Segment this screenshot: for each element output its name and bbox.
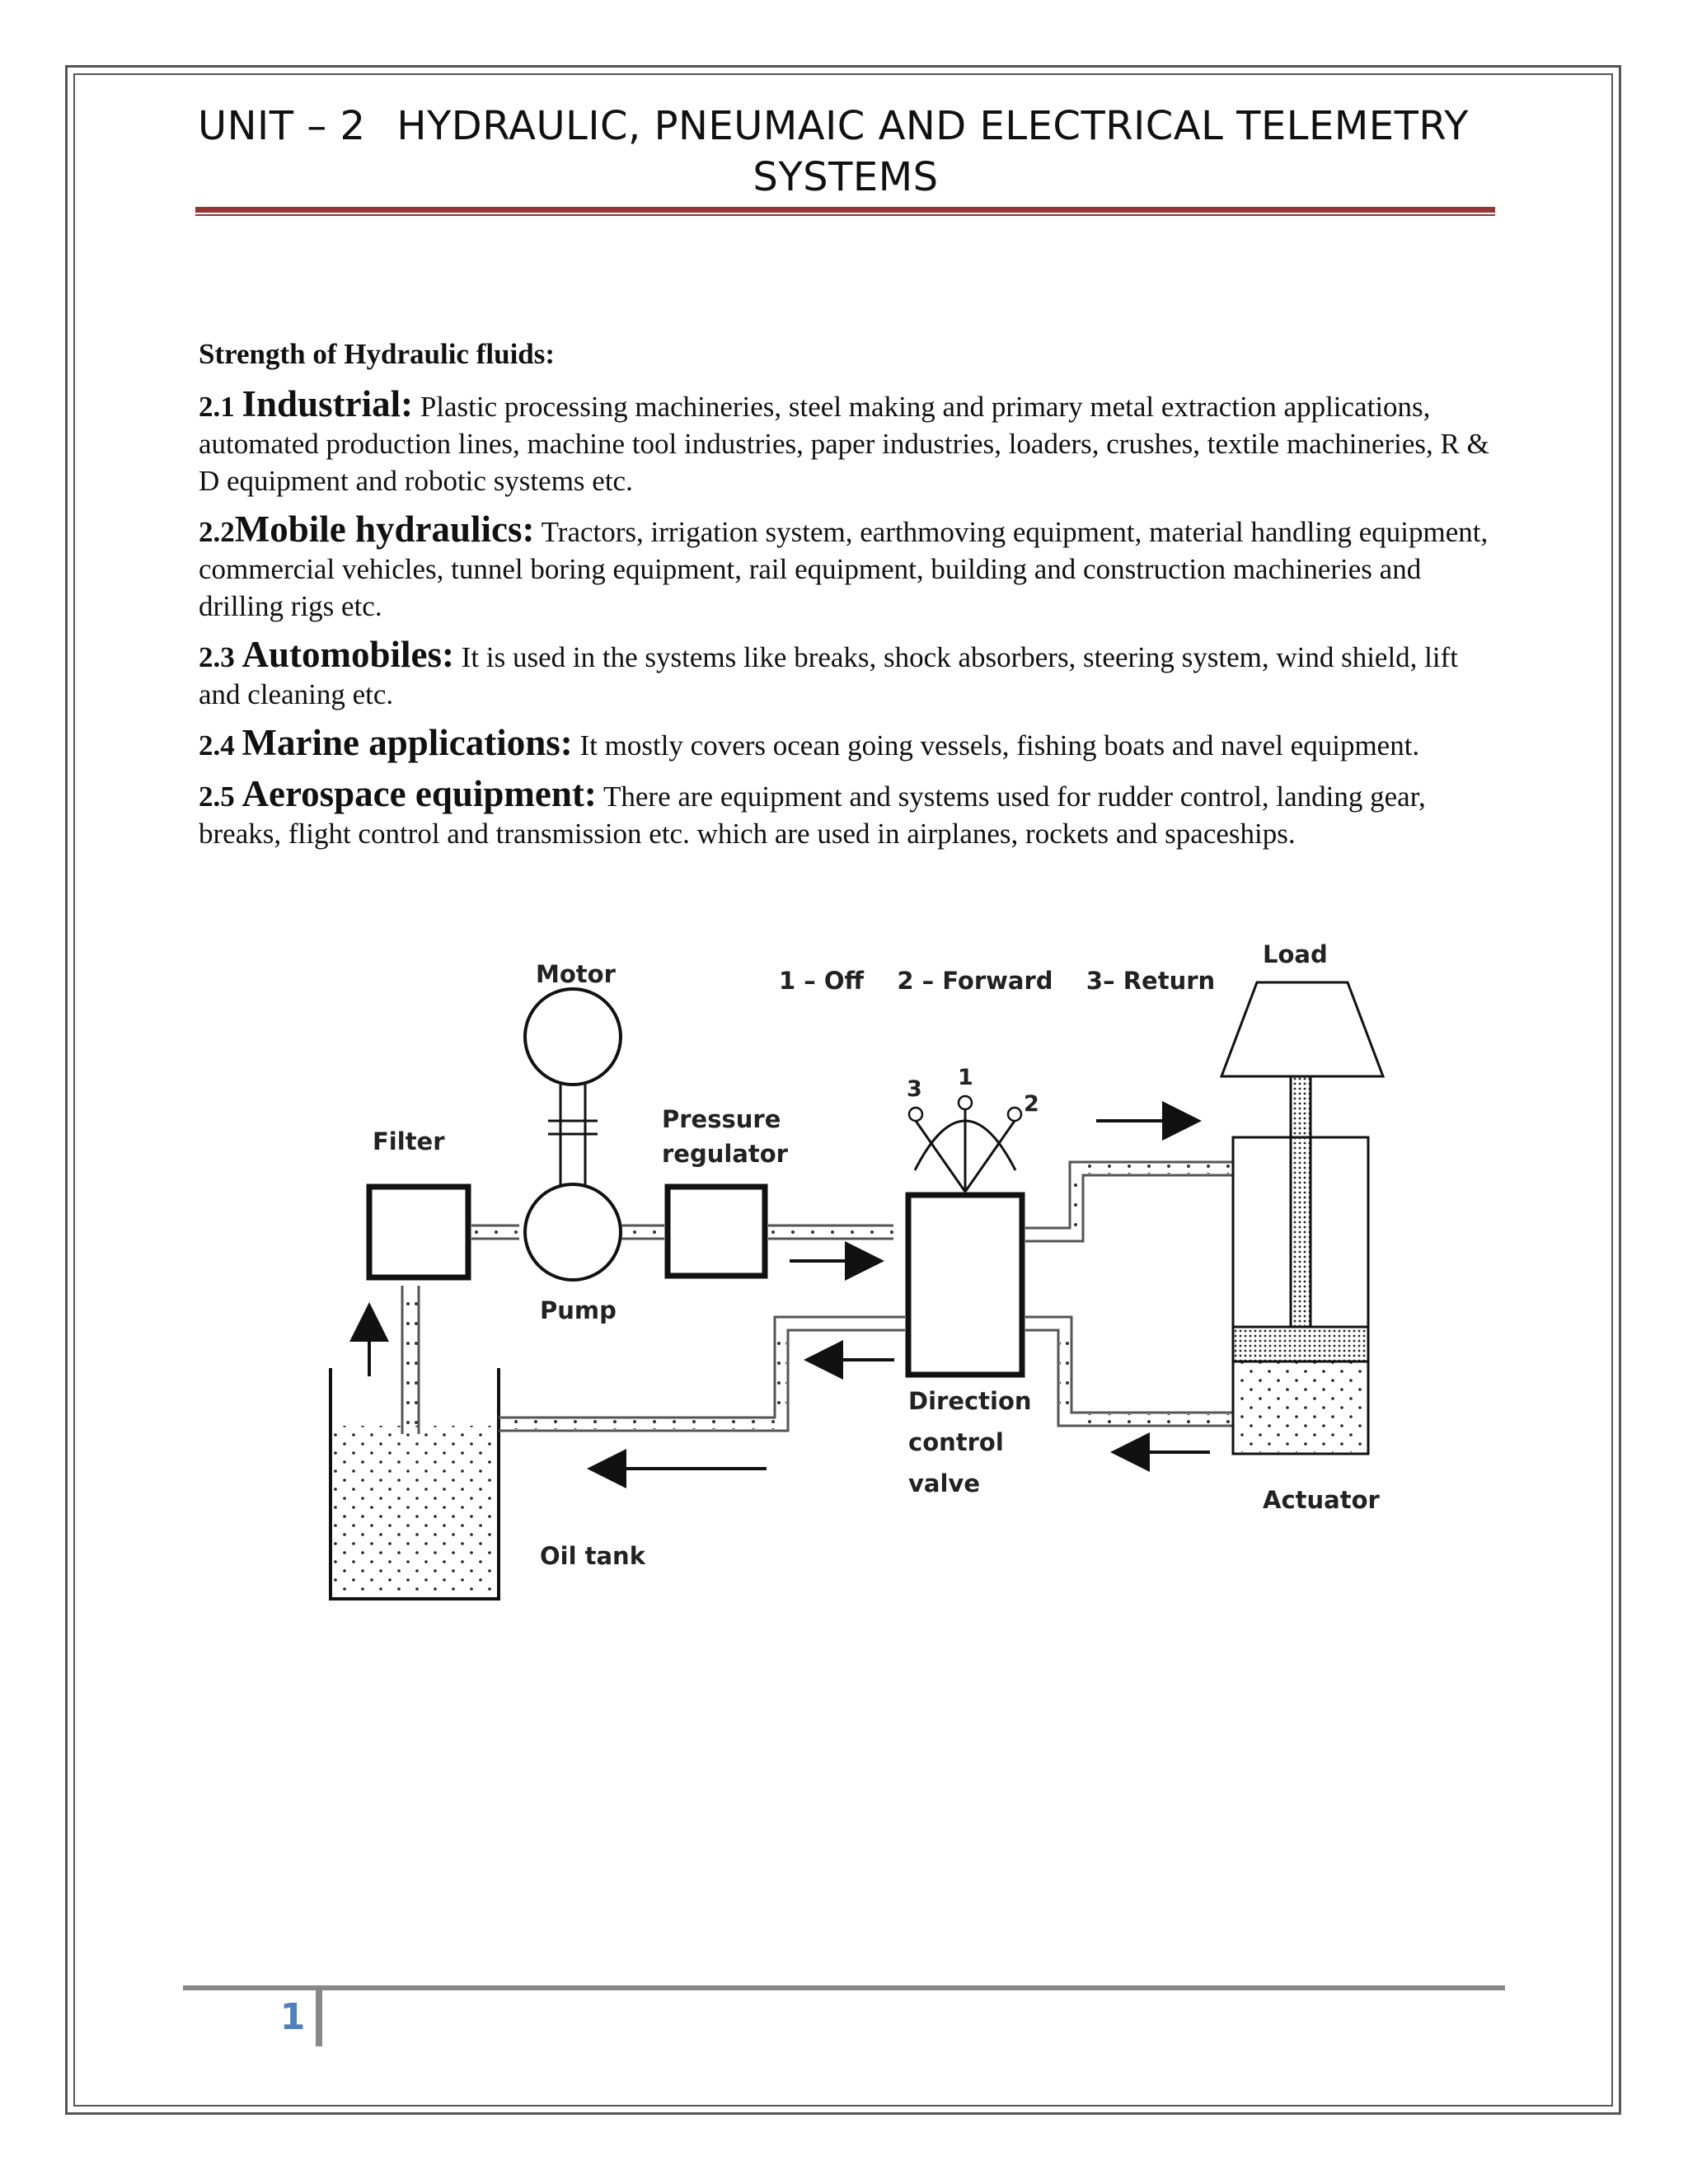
item-number: 2.1 [199,391,235,423]
item-industrial [199,383,1501,499]
valve-lever [907,1065,1039,1192]
item-term: Industrial: [241,383,414,424]
pipe-valve-actuator-top [1025,1162,1233,1241]
page-number: 1 [279,1996,306,2038]
position-2-label: 2 [1024,1091,1039,1117]
item-term: Automobiles: [241,634,454,675]
pressure-regulator [662,1105,789,1276]
item-mobile-hydraulics [199,511,1501,625]
position-3-label: 3 [907,1076,922,1102]
header-rule [195,207,1495,213]
actuator-label: Actuator [1263,1486,1380,1514]
footer-rule [183,1985,1505,1990]
item-text: It mostly covers ocean going vessels, fishing boats and navel equipment. [579,729,1420,762]
pressure-regulator-label-line1: Pressure [662,1105,781,1133]
document-body [199,338,1501,864]
position-1-label: 1 [958,1065,973,1090]
item-term: Aerospace equipment: [241,773,597,814]
hydraulic-system-diagram [313,923,1409,1615]
page-header [198,101,1493,203]
filter [369,1127,468,1277]
header-title-line2: SYSTEMS [753,154,939,200]
pipe-tank-filter [402,1286,419,1434]
item-text: Plastic processing machineries, steel making and primary metal extraction applications, automated production lines, machine tool industries, paper industries, loaders, crushes, textile machineries, R & D equipment and robotic systems etc. [199,391,1489,497]
section-heading: Strength of Hydraulic fluids: [199,338,556,370]
oil-tank-label: Oil tank [540,1542,645,1570]
item-number: 2.4 [199,729,235,762]
legend-text: 1 – Off 2 – Forward 3– Return [779,967,1216,995]
piston-rod [1291,1076,1311,1327]
pipe-valve-tank-return [499,1317,905,1431]
header-rule-thin [195,214,1495,216]
item-term: Mobile hydraulics: [234,509,535,550]
header-title-line1: HYDRAULIC, PNEUMAIC AND ELECTRICAL TELEMETRY [396,103,1469,149]
valve-label-line2: control [908,1428,1004,1456]
oil-tank [331,1368,646,1599]
item-aerospace [199,773,1501,852]
item-text: There are equipment and systems used for rudder control, landing gear, breaks, flight control and transmission etc. which are used in airplanes, rockets and spaceships. [199,780,1426,850]
item-automobiles [199,636,1501,713]
pipe-regulator-valve [768,1226,893,1239]
unit-label: UNIT – 2 [198,103,366,149]
pipe-pump-regulator [621,1226,664,1239]
item-text: It is used in the systems like breaks, shock absorbers, steering system, wind shield, lift and cleaning etc. [199,641,1459,710]
item-number: 2.3 [199,641,235,673]
pump [525,1184,621,1324]
pipe-filter-pump [471,1226,519,1239]
pressure-regulator-label-line2: regulator [662,1140,788,1168]
valve-label-line1: Direction [908,1387,1032,1415]
item-term: Marine applications: [241,722,573,763]
legend [779,967,1215,995]
valve-label-line3: valve [908,1469,980,1497]
motor [525,960,621,1085]
item-number: 2.2 [199,516,235,548]
load-label: Load [1263,940,1328,968]
pipe-actuator-valve-return [1025,1317,1233,1426]
filter-label: Filter [373,1127,445,1155]
motor-shaft [548,1085,598,1185]
footer-divider [316,1990,322,2046]
item-text: Tractors, irrigation system, earthmoving equipment, material handling equipment, commercial vehicles, tunnel boring equipment, rail equipment, building and construction machineries and drilling rigs etc. [199,516,1489,622]
direction-control-valve [908,1195,1032,1497]
item-marine [199,724,1501,764]
load [1221,940,1383,1076]
motor-label: Motor [536,960,616,988]
item-number: 2.5 [199,780,235,813]
pump-label: Pump [540,1296,617,1324]
